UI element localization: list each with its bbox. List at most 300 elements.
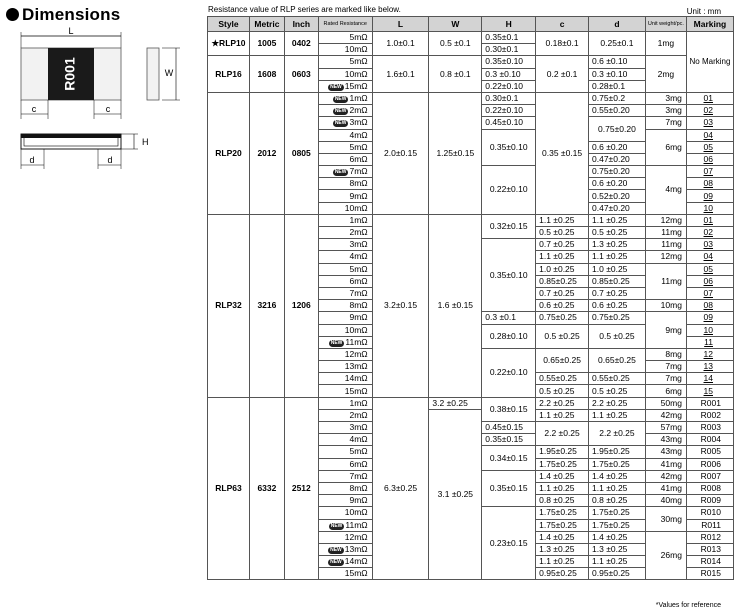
rated-resistance-cell <box>318 543 372 555</box>
col-header-L: L <box>372 17 429 32</box>
marking-cell: R001 <box>686 397 733 409</box>
weight-cell: 41mg <box>645 482 686 494</box>
table-row <box>208 214 734 226</box>
marking-cell: 07 <box>686 166 733 178</box>
dim-W-label: W <box>164 68 174 78</box>
weight-cell: 12mg <box>645 251 686 263</box>
c-cell: 2.2 ±0.25 <box>536 397 589 409</box>
rated-resistance-cell <box>318 80 372 92</box>
H-cell: 0.28±0.10 <box>482 324 536 348</box>
table-body <box>208 32 734 580</box>
marking-cell: R014 <box>686 556 733 568</box>
d-cell: 0.5 ±0.25 <box>589 227 646 239</box>
d-cell: 0.65±0.25 <box>589 348 646 372</box>
resistance-value: 3mΩ <box>349 422 368 433</box>
W-cell: 0.5 ±0.1 <box>429 32 482 56</box>
rated-resistance-cell <box>318 105 372 117</box>
table-row <box>208 32 734 44</box>
marking-cell: 11 <box>686 336 733 348</box>
rated-resistance-cell <box>318 458 372 470</box>
weight-cell: 6mg <box>645 385 686 397</box>
c-cell: 0.7 ±0.25 <box>536 287 589 299</box>
rated-resistance-cell <box>318 68 372 80</box>
rated-resistance-cell <box>318 482 372 494</box>
new-badge: NEW <box>330 559 342 566</box>
d-cell: 1.0 ±0.25 <box>589 263 646 275</box>
resistance-value: 11mΩ <box>345 519 368 530</box>
table-row <box>208 397 734 409</box>
c-cell: 1.1 ±0.25 <box>536 409 589 421</box>
H-cell: 0.30±0.1 <box>482 92 536 104</box>
marking-cell: R008 <box>686 482 733 494</box>
resistance-value: 5mΩ <box>349 446 368 457</box>
c-cell: 0.2 ±0.1 <box>536 56 589 93</box>
H-cell: 0.45±0.15 <box>482 422 536 434</box>
c-cell: 1.75±0.25 <box>536 458 589 470</box>
table-row <box>208 56 734 68</box>
resistance-value: 9mΩ <box>349 190 368 201</box>
c-cell: 2.2 ±0.25 <box>536 422 589 446</box>
weight-cell: 1mg <box>645 32 686 56</box>
col-header-rated: Rated Resistance <box>318 17 372 32</box>
resistance-value: 4mΩ <box>349 434 368 445</box>
footnote: *Values for reference <box>655 602 721 609</box>
rated-resistance-cell <box>318 239 372 251</box>
c-cell: 0.75±0.25 <box>536 312 589 324</box>
marking-note: Resistance value of RLP series are marked like below. <box>208 5 401 14</box>
H-cell: 0.35±0.10 <box>482 56 536 68</box>
W-cell: 3.2 ±0.25 <box>429 397 482 409</box>
marking-cell: R004 <box>686 434 733 446</box>
weight-cell: 2mg <box>645 56 686 93</box>
rated-resistance-cell <box>318 495 372 507</box>
style-cell: RLP63 <box>208 397 250 580</box>
c-cell: 1.75±0.25 <box>536 519 589 531</box>
resistance-value: 13mΩ <box>344 361 368 372</box>
H-cell: 0.22±0.10 <box>482 105 536 117</box>
W-cell: 1.25±0.15 <box>429 92 482 214</box>
W-cell: 1.6 ±0.15 <box>429 214 482 397</box>
marking-cell: 09 <box>686 190 733 202</box>
chip-marking-sample: R001 <box>61 57 78 91</box>
c-cell: 0.85±0.25 <box>536 275 589 287</box>
style-cell: ★RLP10 <box>208 32 250 56</box>
resistance-value: 5mΩ <box>349 56 368 67</box>
weight-cell: 7mg <box>645 117 686 129</box>
marking-cell: 08 <box>686 178 733 190</box>
marking-cell: 14 <box>686 373 733 385</box>
dim-L-label: L <box>68 26 74 36</box>
rated-resistance-cell <box>318 434 372 446</box>
style-cell: RLP16 <box>208 56 250 93</box>
c-cell: 0.8 ±0.25 <box>536 495 589 507</box>
marking-cell: R002 <box>686 409 733 421</box>
col-header-marking: Marking <box>686 17 733 32</box>
H-cell: 0.32±0.15 <box>482 214 536 238</box>
new-badge: NEW <box>330 83 342 90</box>
rated-resistance-cell <box>318 519 372 531</box>
d-cell: 0.55±0.20 <box>589 105 646 117</box>
marking-cell: 06 <box>686 275 733 287</box>
col-header-W: W <box>429 17 482 32</box>
d-cell: 0.8 ±0.25 <box>589 495 646 507</box>
weight-cell: 10mg <box>645 300 686 312</box>
d-cell: 1.3 ±0.25 <box>589 239 646 251</box>
weight-cell: 6mg <box>645 129 686 166</box>
rated-resistance-cell <box>318 92 372 104</box>
resistance-value: 7mΩ <box>349 470 368 481</box>
marking-cell: R006 <box>686 458 733 470</box>
resistance-value: 1mΩ <box>349 397 368 408</box>
metric-cell: 6332 <box>249 397 284 580</box>
marking-cell: 13 <box>686 361 733 373</box>
marking-cell: 10 <box>686 324 733 336</box>
new-badge: NEW <box>334 108 347 115</box>
H-cell: 0.23±0.15 <box>482 507 536 580</box>
marking-cell: R013 <box>686 543 733 555</box>
style-cell: RLP20 <box>208 92 250 214</box>
rated-resistance-cell <box>318 507 372 519</box>
resistance-value: 7mΩ <box>349 288 368 299</box>
weight-cell: 43mg <box>645 446 686 458</box>
new-badge: NEW <box>330 339 343 346</box>
c-cell: 1.1 ±0.25 <box>536 556 589 568</box>
H-cell: 0.22±0.10 <box>482 348 536 397</box>
W-cell: 3.1 ±0.25 <box>429 409 482 580</box>
H-cell: 0.35±0.15 <box>482 434 536 446</box>
weight-cell: 11mg <box>645 227 686 239</box>
weight-cell: 9mg <box>645 312 686 349</box>
marking-cell: R012 <box>686 531 733 543</box>
marking-cell: 05 <box>686 141 733 153</box>
dimension-drawing <box>14 24 194 184</box>
c-cell: 1.4 ±0.25 <box>536 531 589 543</box>
metric-cell: 2012 <box>249 92 284 214</box>
weight-cell: 11mg <box>645 239 686 251</box>
weight-cell: 26mg <box>645 531 686 580</box>
c-cell: 1.4 ±0.25 <box>536 470 589 482</box>
weight-cell: 3mg <box>645 105 686 117</box>
rated-resistance-cell <box>318 263 372 275</box>
d-cell: 0.5 ±0.25 <box>589 324 646 348</box>
style-cell: RLP32 <box>208 214 250 397</box>
rated-resistance-cell <box>318 531 372 543</box>
L-cell: 2.0±0.15 <box>372 92 429 214</box>
col-header-inch: Inch <box>284 17 318 32</box>
W-cell: 0.8 ±0.1 <box>429 56 482 93</box>
marking-cell: R010 <box>686 507 733 519</box>
d-cell: 1.4 ±0.25 <box>589 470 646 482</box>
d-cell: 1.95±0.25 <box>589 446 646 458</box>
inch-cell: 1206 <box>284 214 318 397</box>
d-cell: 0.6 ±0.25 <box>589 300 646 312</box>
rated-resistance-cell <box>318 348 372 360</box>
dim-c-left-label: c <box>31 104 37 114</box>
resistance-value: 9mΩ <box>349 312 368 323</box>
new-badge: NEW <box>334 169 347 176</box>
H-cell: 0.35±0.10 <box>482 129 536 166</box>
d-cell: 1.75±0.25 <box>589 519 646 531</box>
rated-resistance-cell <box>318 141 372 153</box>
resistance-value: 10mΩ <box>344 44 368 55</box>
rated-resistance-cell <box>318 373 372 385</box>
weight-cell: 30mg <box>645 507 686 531</box>
rated-resistance-cell <box>318 214 372 226</box>
resistance-value: 2mΩ <box>349 227 368 238</box>
resistance-value: 15mΩ <box>344 385 368 396</box>
d-cell: 0.6 ±0.10 <box>589 56 646 68</box>
H-cell: 0.34±0.15 <box>482 446 536 470</box>
H-cell: 0.35±0.1 <box>482 32 536 44</box>
resistance-value: 8mΩ <box>349 483 368 494</box>
d-cell: 0.75±0.20 <box>589 117 646 141</box>
marking-cell: 04 <box>686 129 733 141</box>
new-badge: NEW <box>334 96 347 103</box>
d-cell: 0.6 ±0.20 <box>589 178 646 190</box>
resistance-value: 10mΩ <box>344 507 368 518</box>
resistance-value: 3mΩ <box>349 239 368 250</box>
rated-resistance-cell <box>318 190 372 202</box>
col-header-metric: Metric <box>249 17 284 32</box>
resistance-value: 4mΩ <box>349 251 368 262</box>
d-cell: 0.7 ±0.25 <box>589 287 646 299</box>
d-cell: 0.52±0.20 <box>589 190 646 202</box>
dimension-table <box>207 16 734 580</box>
H-cell: 0.35±0.15 <box>482 470 536 507</box>
d-cell: 1.1 ±0.25 <box>589 409 646 421</box>
rated-resistance-cell <box>318 287 372 299</box>
marking-cell: 01 <box>686 92 733 104</box>
rated-resistance-cell <box>318 166 372 178</box>
d-cell: 0.85±0.25 <box>589 275 646 287</box>
section-title: Dimensions <box>6 5 120 25</box>
c-cell: 1.95±0.25 <box>536 446 589 458</box>
d-cell: 1.1 ±0.25 <box>589 251 646 263</box>
d-cell: 1.1 ±0.25 <box>589 214 646 226</box>
rated-resistance-cell <box>318 129 372 141</box>
d-cell: 1.75±0.25 <box>589 458 646 470</box>
marking-cell: 02 <box>686 105 733 117</box>
resistance-value: 10mΩ <box>344 324 368 335</box>
weight-cell: 4mg <box>645 166 686 215</box>
rated-resistance-cell <box>318 153 372 165</box>
col-header-H: H <box>482 17 536 32</box>
H-cell: 0.45±0.10 <box>482 117 536 129</box>
marking-cell: 05 <box>686 263 733 275</box>
marking-cell: 09 <box>686 312 733 324</box>
rated-resistance-cell <box>318 275 372 287</box>
resistance-value: 4mΩ <box>349 129 368 140</box>
H-cell: 0.22±0.10 <box>482 166 536 215</box>
resistance-value: 10mΩ <box>344 202 368 213</box>
d-cell: 0.75±0.2 <box>589 92 646 104</box>
resistance-value: 7mΩ <box>349 166 368 177</box>
c-cell: 0.35 ±0.15 <box>536 92 589 214</box>
resistance-value: 1mΩ <box>349 214 368 225</box>
weight-cell: 43mg <box>645 434 686 446</box>
table-row <box>208 92 734 104</box>
d-cell: 1.1 ±0.25 <box>589 482 646 494</box>
H-cell: 0.22±0.10 <box>482 80 536 92</box>
rated-resistance-cell <box>318 178 372 190</box>
dim-H-label: H <box>142 137 149 147</box>
rated-resistance-cell <box>318 227 372 239</box>
rated-resistance-cell <box>318 409 372 421</box>
d-cell: 1.75±0.25 <box>589 507 646 519</box>
c-cell: 0.55±0.25 <box>536 373 589 385</box>
rated-resistance-cell <box>318 397 372 409</box>
resistance-value: 10mΩ <box>344 68 368 79</box>
resistance-value: 15mΩ <box>344 80 368 91</box>
resistance-value: 5mΩ <box>349 263 368 274</box>
rated-resistance-cell <box>318 568 372 580</box>
marking-cell: R005 <box>686 446 733 458</box>
resistance-value: 15mΩ <box>344 568 368 579</box>
weight-cell: 3mg <box>645 92 686 104</box>
H-cell: 0.3 ±0.10 <box>482 68 536 80</box>
weight-cell: 8mg <box>645 348 686 360</box>
d-cell: 1.4 ±0.25 <box>589 531 646 543</box>
weight-cell: 7mg <box>645 373 686 385</box>
inch-cell: 2512 <box>284 397 318 580</box>
d-cell: 0.47±0.20 <box>589 153 646 165</box>
d-cell: 0.5 ±0.25 <box>589 385 646 397</box>
resistance-value: 5mΩ <box>349 141 368 152</box>
H-cell: 0.35±0.10 <box>482 239 536 312</box>
marking-cell: 07 <box>686 287 733 299</box>
d-cell: 0.3 ±0.10 <box>589 68 646 80</box>
c-cell: 0.5 ±0.25 <box>536 385 589 397</box>
marking-cell: R009 <box>686 495 733 507</box>
marking-cell: R015 <box>686 568 733 580</box>
marking-cell: 03 <box>686 239 733 251</box>
weight-cell: 41mg <box>645 458 686 470</box>
col-header-weight: Unit weight/pc. <box>645 17 686 32</box>
col-header-style: Style <box>208 17 250 32</box>
dim-d-right-label: d <box>107 155 113 165</box>
c-cell: 1.1 ±0.25 <box>536 482 589 494</box>
resistance-value: 6mΩ <box>349 458 368 469</box>
c-cell: 0.5 ±0.25 <box>536 324 589 348</box>
resistance-value: 3mΩ <box>349 117 368 128</box>
metric-cell: 1608 <box>249 56 284 93</box>
c-cell: 1.1 ±0.25 <box>536 251 589 263</box>
d-cell: 0.28±0.1 <box>589 80 646 92</box>
c-cell: 0.7 ±0.25 <box>536 239 589 251</box>
rated-resistance-cell <box>318 202 372 214</box>
weight-cell: 11mg <box>645 263 686 300</box>
d-cell: 1.1 ±0.25 <box>589 556 646 568</box>
resistance-value: 14mΩ <box>344 373 368 384</box>
d-cell: 0.75±0.20 <box>589 166 646 178</box>
rated-resistance-cell <box>318 324 372 336</box>
H-cell: 0.38±0.15 <box>482 397 536 421</box>
c-cell: 0.6 ±0.25 <box>536 300 589 312</box>
new-badge: NEW <box>334 120 347 127</box>
rated-resistance-cell <box>318 336 372 348</box>
resistance-value: 2mΩ <box>349 409 368 420</box>
resistance-value: 14mΩ <box>344 556 368 567</box>
c-cell: 0.18±0.1 <box>536 32 589 56</box>
inch-cell: 0805 <box>284 92 318 214</box>
H-cell: 0.3 ±0.1 <box>482 312 536 324</box>
marking-cell: 12 <box>686 348 733 360</box>
marking-cell: 01 <box>686 214 733 226</box>
resistance-value: 13mΩ <box>344 543 368 554</box>
new-badge: NEW <box>330 522 343 529</box>
resistance-value: 1mΩ <box>349 93 368 104</box>
weight-cell: 42mg <box>645 470 686 482</box>
d-cell: 0.25±0.1 <box>589 32 646 56</box>
d-cell: 2.2 ±0.25 <box>589 397 646 409</box>
metric-cell: 1005 <box>249 32 284 56</box>
c-cell: 0.95±0.25 <box>536 568 589 580</box>
rated-resistance-cell <box>318 446 372 458</box>
c-cell: 0.5 ±0.25 <box>536 227 589 239</box>
marking-cell: 10 <box>686 202 733 214</box>
inch-cell: 0402 <box>284 32 318 56</box>
resistance-value: 12mΩ <box>344 531 368 542</box>
weight-cell: 40mg <box>645 495 686 507</box>
c-cell: 1.1 ±0.25 <box>536 214 589 226</box>
weight-cell: 12mg <box>645 214 686 226</box>
L-cell: 1.6±0.1 <box>372 56 429 93</box>
c-cell: 1.0 ±0.25 <box>536 263 589 275</box>
d-cell: 0.47±0.20 <box>589 202 646 214</box>
L-cell: 6.3±0.25 <box>372 397 429 580</box>
rated-resistance-cell <box>318 251 372 263</box>
resistance-value: 8mΩ <box>349 300 368 311</box>
marking-cell: R011 <box>686 519 733 531</box>
resistance-value: 6mΩ <box>349 275 368 286</box>
d-cell: 0.95±0.25 <box>589 568 646 580</box>
rated-resistance-cell <box>318 470 372 482</box>
marking-cell: 03 <box>686 117 733 129</box>
weight-cell: 7mg <box>645 361 686 373</box>
rated-resistance-cell <box>318 361 372 373</box>
d-cell: 0.55±0.25 <box>589 373 646 385</box>
c-cell: 0.65±0.25 <box>536 348 589 372</box>
bullet-icon <box>6 8 19 21</box>
new-badge: NEW <box>330 546 342 553</box>
marking-cell: R007 <box>686 470 733 482</box>
inch-cell: 0603 <box>284 56 318 93</box>
rated-resistance-cell <box>318 312 372 324</box>
d-cell: 0.75±0.25 <box>589 312 646 324</box>
dim-c-right-label: c <box>105 104 111 114</box>
marking-cell: 04 <box>686 251 733 263</box>
resistance-value: 6mΩ <box>349 153 368 164</box>
d-cell: 2.2 ±0.25 <box>589 422 646 446</box>
L-cell: 3.2±0.15 <box>372 214 429 397</box>
weight-cell: 50mg <box>645 397 686 409</box>
unit-label: Unit : mm <box>686 7 721 16</box>
resistance-value: 8mΩ <box>349 178 368 189</box>
rated-resistance-cell <box>318 32 372 44</box>
rated-resistance-cell <box>318 556 372 568</box>
table-header-row <box>208 17 734 32</box>
L-cell: 1.0±0.1 <box>372 32 429 56</box>
resistance-value: 11mΩ <box>345 336 368 347</box>
marking-cell: R003 <box>686 422 733 434</box>
marking-cell: 08 <box>686 300 733 312</box>
weight-cell: 42mg <box>645 409 686 421</box>
rated-resistance-cell <box>318 56 372 68</box>
d-cell: 1.3 ±0.25 <box>589 543 646 555</box>
resistance-value: 2mΩ <box>349 105 368 116</box>
rated-resistance-cell <box>318 44 372 56</box>
marking-cell: 02 <box>686 227 733 239</box>
